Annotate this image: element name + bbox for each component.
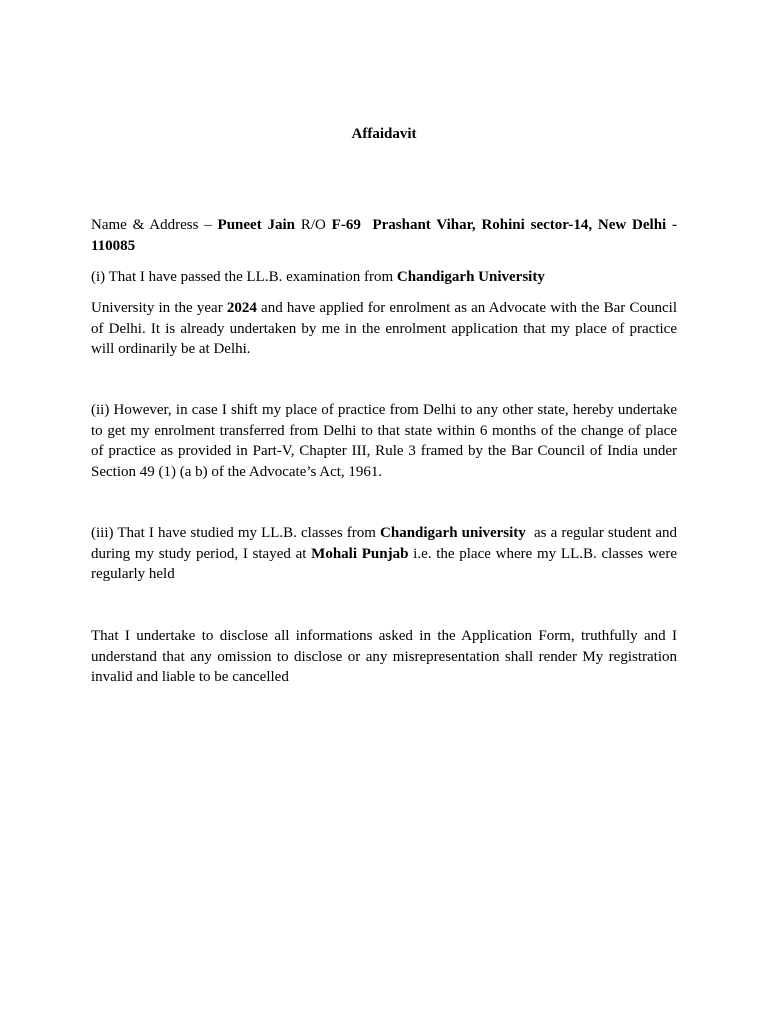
paragraph-ii: (ii) However, in case I shift my place of practice from Delhi to any other state, hereby undertake to get my enrolment transferred from Delhi to that state within 6 months of the change of place of practice as provided in Part-V, Chapter III, Rule 3 framed by the Bar Council of India under Section 49 (1) (a b) of the Advocate’s Act, 1961.	[91, 402, 677, 480]
paragraph-iii-lead: (iii) That I have studied my LL.B. classes from	[91, 525, 381, 541]
passing-year: 2024	[226, 300, 257, 316]
university-year-rest: and have applied for enrolment as an Advocate with the Bar Council of Delhi. It is already undertaken by me in the enrolment application that my place of practice will ordinarily be at Delhi.	[91, 300, 677, 357]
document-title: Affaidavit	[351, 126, 417, 142]
paragraph-i-text: (i) That I have passed the LL.B. examination from	[91, 269, 397, 285]
paragraph-iii	[91, 523, 681, 585]
deponent-name: Puneet Jain	[217, 217, 296, 233]
address-gap	[361, 217, 373, 233]
name-address-label: Name & Address –	[91, 217, 218, 233]
university-year-lead: University in the year	[91, 300, 227, 316]
house-number: F-69	[331, 217, 361, 233]
deponent-address: Prashant Vihar, Rohini sector-14, New Delhi - 110085	[91, 217, 678, 254]
paragraph-i	[91, 267, 677, 288]
paragraph-iii-university: Chandigarh university	[380, 525, 526, 541]
paragraph-university-year	[91, 298, 677, 360]
paragraph-iii-rest: i.e. the place where my LL.B. classes were regularly held	[91, 545, 677, 582]
study-place: Mohali Punjab	[311, 545, 409, 562]
name-address-paragraph	[91, 215, 677, 256]
resident-of-label: R/O	[295, 217, 332, 233]
undertaking-paragraph: That I undertake to disclose all informations asked in the Application Form, truthfully and I understand that any omission to disclose or any misrepresentation shall render My registration invalid and liable to be cancelled	[91, 628, 677, 685]
paragraph-i-university: Chandigarh University	[396, 269, 545, 285]
paragraph-iii-middle: as a regular student and during my study period, I stayed at	[91, 525, 681, 562]
